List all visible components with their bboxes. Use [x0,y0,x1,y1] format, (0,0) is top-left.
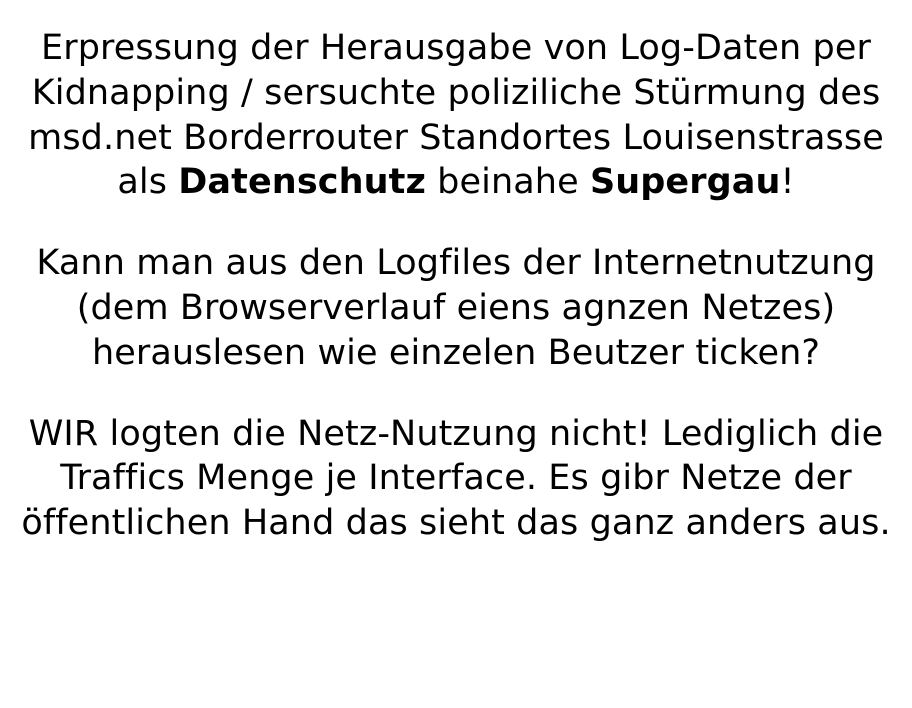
text-run: herauslesen wie einzelen Beutzer ticken? [91,332,821,373]
emphasized-text: Datenschutz [178,162,426,203]
paragraph-3 [18,412,894,546]
text-line [18,116,894,161]
slide-text-body [18,26,894,546]
text-run: öffentlichen Hand das sieht das ganz anders aus. [21,503,891,544]
paragraph-2 [18,241,894,375]
emphasized-text: Supergau [589,162,781,203]
text-line [18,412,894,457]
text-run: ! [780,162,795,203]
text-run: beinahe [425,162,590,203]
paragraph-spacer [18,205,894,241]
text-run: Kann man aus den Logfiles der Internetnutzung [36,243,876,284]
text-line [18,331,894,376]
text-run: Kidnapping / sersuchte poliziliche Stürmung des [31,72,881,113]
text-run: msd.net Borderrouter Standortes Louisenstrasse [28,117,884,158]
paragraph-spacer [18,376,894,412]
text-run: Traffics Menge je Interface. Es gibr Netze der [60,458,852,499]
text-run: (dem Browserverlauf eiens agnzen Netzes) [76,287,836,328]
text-run: Erpressung der Herausgabe von Log-Daten per [41,28,871,68]
text-line [18,26,894,71]
paragraph-1 [18,26,894,205]
text-line [18,456,894,501]
text-run: WIR logten die Netz-Nutzung nicht! Lediglich die [28,413,884,454]
text-line [18,71,894,116]
text-line [18,501,894,546]
text-line [18,241,894,286]
text-line [18,160,894,205]
text-run: als [117,162,179,203]
text-line [18,286,894,331]
